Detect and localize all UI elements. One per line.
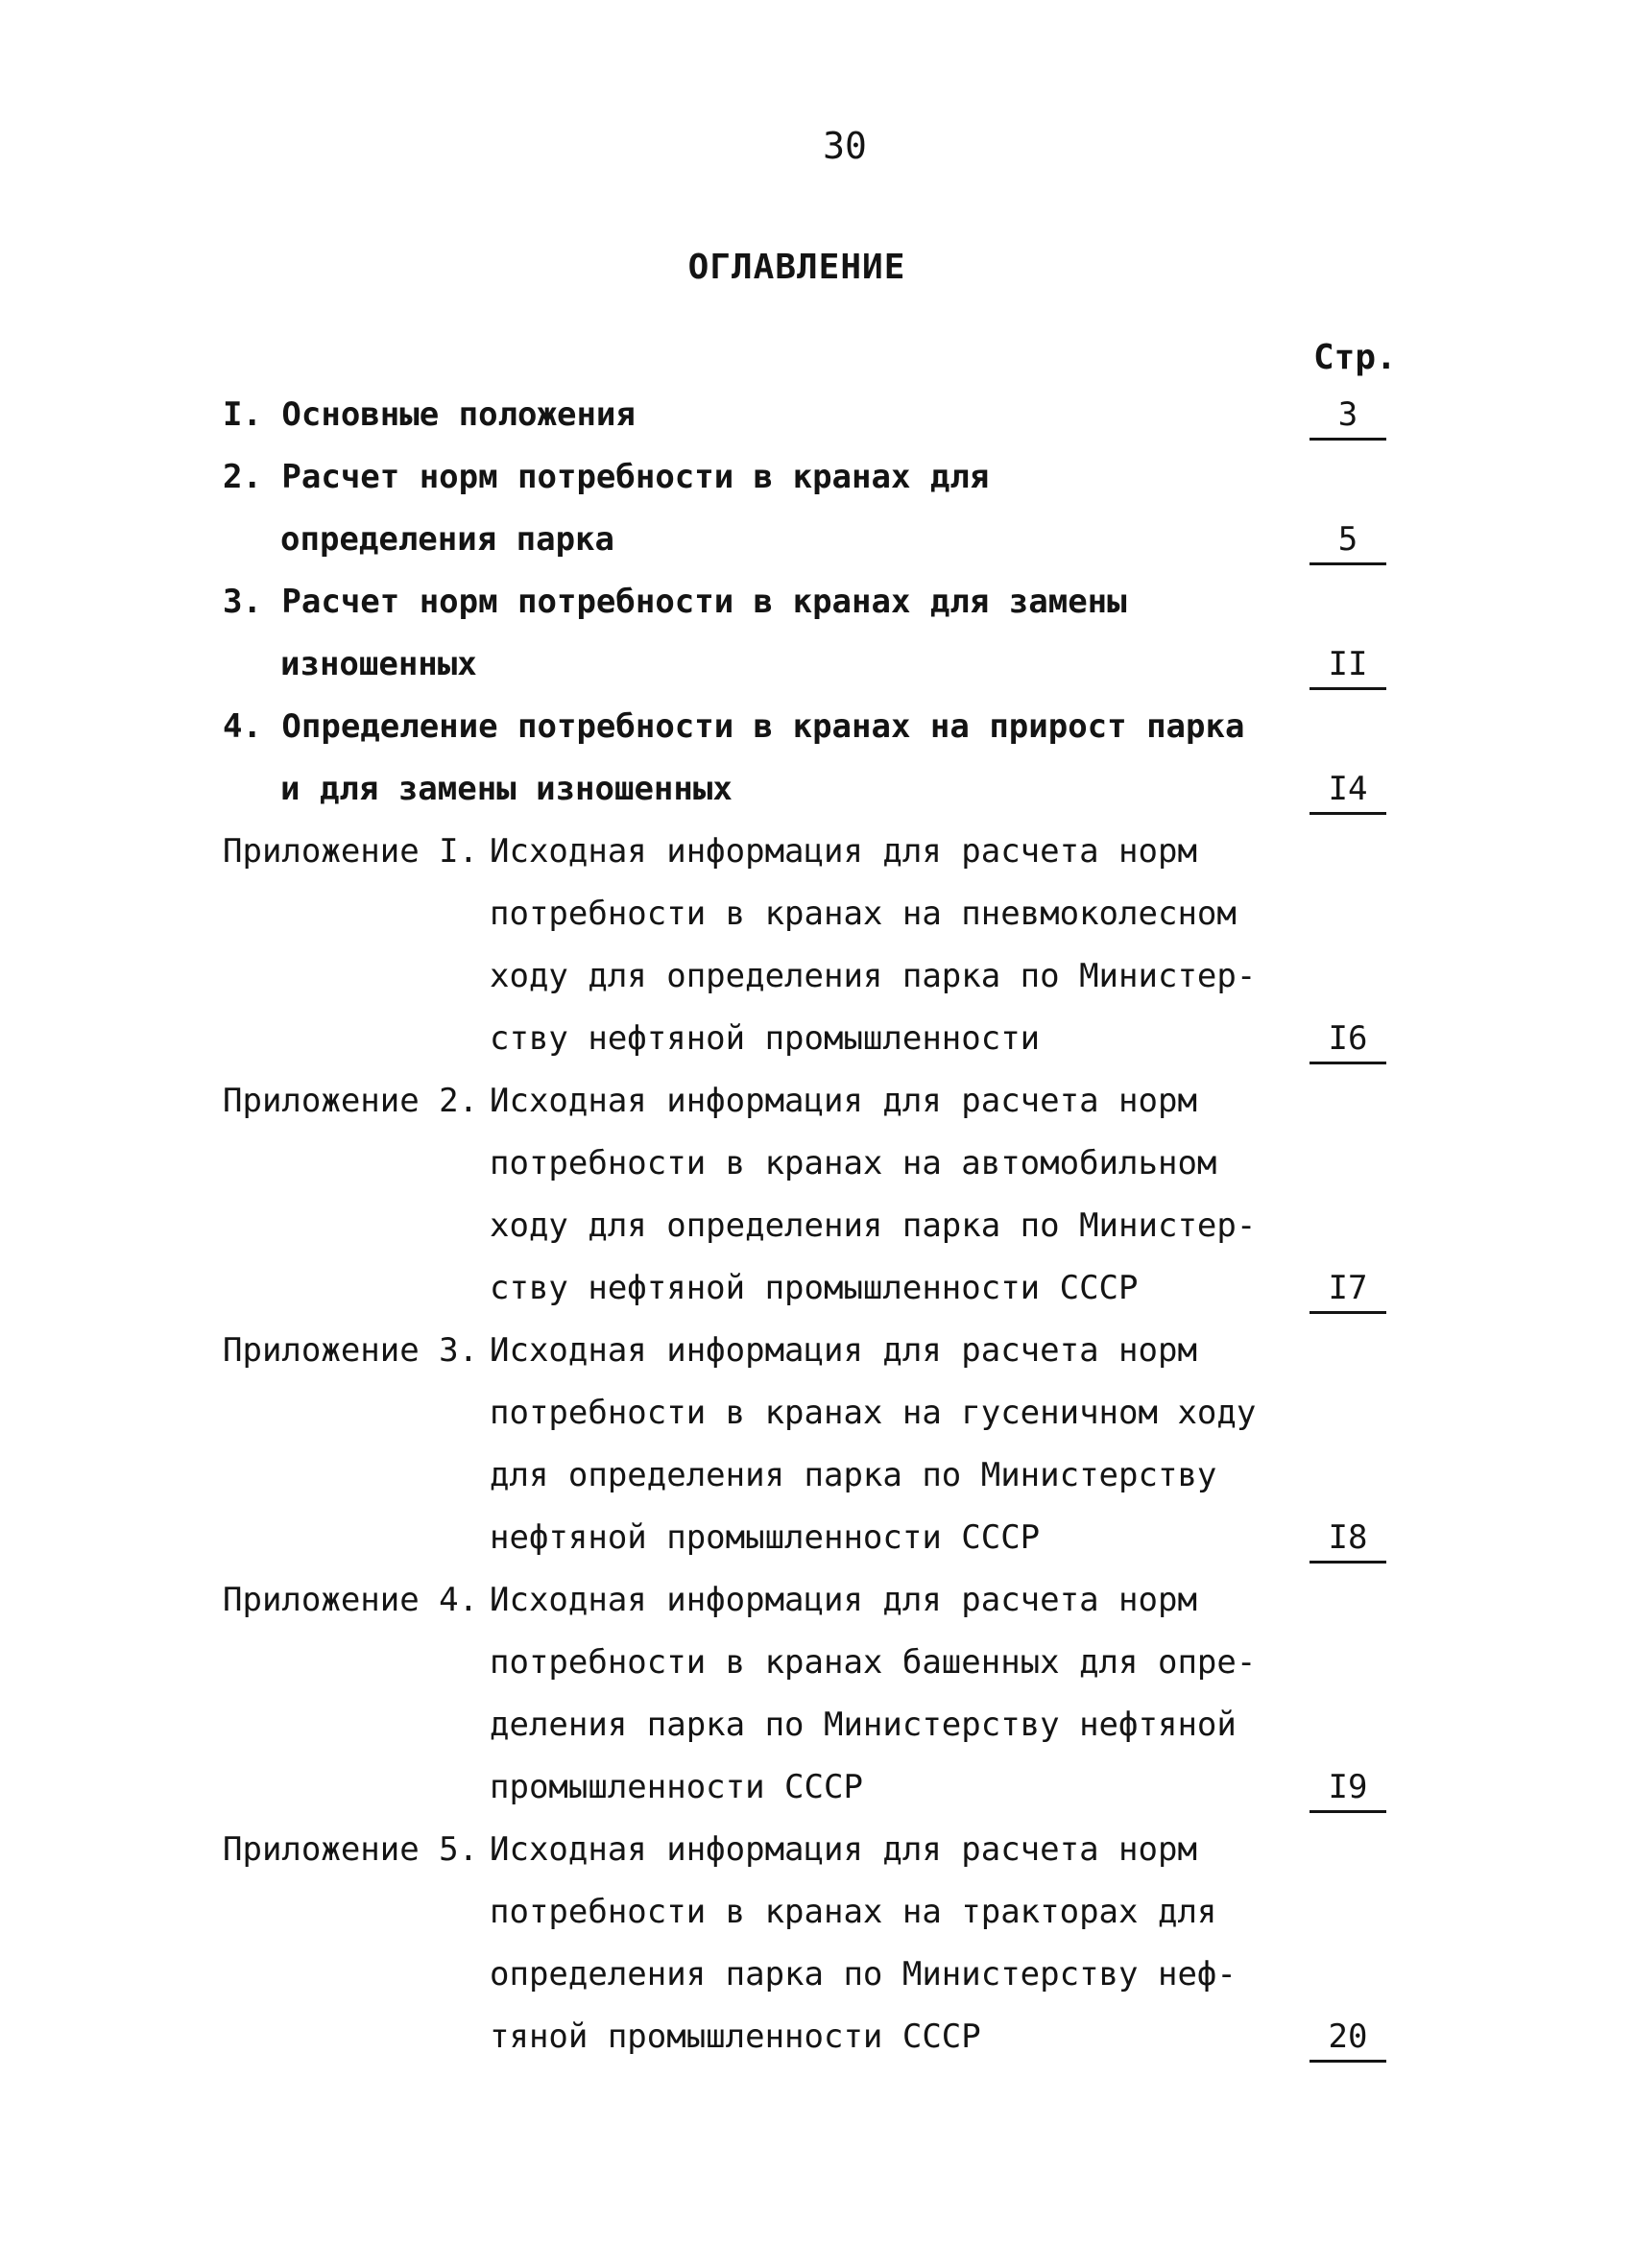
appendix-text: потребности в кранах на тракторах для bbox=[490, 1893, 1217, 1931]
toc-entry-text: 3. Расчет норм потребности в кранах для замены bbox=[223, 583, 1127, 621]
appendix-continuation bbox=[223, 1267, 1404, 1329]
appendix-text: для определения парка по Министерству bbox=[490, 1456, 1217, 1494]
appendix-text: деления парка по Министерству нефтяной bbox=[490, 1706, 1237, 1744]
appendix-text: определения парка по Министерству неф- bbox=[490, 1955, 1237, 1993]
toc-page-number: I7 bbox=[1310, 1267, 1386, 1314]
toc-entry-text: I. Основные положения bbox=[223, 395, 636, 434]
appendix-text: ству нефтяной промышленности bbox=[490, 1019, 1041, 1058]
appendix-label: Приложение 5. bbox=[223, 1830, 479, 1869]
appendix-entry bbox=[223, 830, 1404, 893]
appendix-entry bbox=[223, 1329, 1404, 1392]
appendix-continuation bbox=[223, 893, 1404, 955]
appendix-text: ству нефтяной промышленности СССР bbox=[490, 1269, 1139, 1307]
toc-entry-text: 4. Определение потребности в кранах на прирост парка bbox=[223, 707, 1245, 746]
page-column-header: Стр. bbox=[1313, 338, 1397, 377]
appendix-text: Исходная информация для расчета норм bbox=[490, 1830, 1197, 1869]
appendix-text: Исходная информация для расчета норм bbox=[490, 1082, 1197, 1120]
appendix-text: потребности в кранах башенных для опре- bbox=[490, 1643, 1257, 1682]
toc-page-number: 20 bbox=[1310, 2016, 1386, 2063]
toc-entry bbox=[223, 394, 1404, 456]
toc-page-number: I8 bbox=[1310, 1516, 1386, 1564]
appendix-continuation bbox=[223, 1641, 1404, 1704]
appendix-label: Приложение 4. bbox=[223, 1581, 479, 1619]
appendix-continuation bbox=[223, 1704, 1404, 1766]
toc-page-number: II bbox=[1310, 643, 1386, 690]
toc-page-number: I9 bbox=[1310, 1766, 1386, 1813]
appendix-text: нефтяной промышленности СССР bbox=[490, 1518, 1041, 1557]
appendix-text: ходу для определения парка по Министер- bbox=[490, 957, 1257, 995]
appendix-entry bbox=[223, 1579, 1404, 1641]
table-of-contents bbox=[223, 394, 1404, 2078]
appendix-continuation bbox=[223, 1953, 1404, 2016]
appendix-entry bbox=[223, 1828, 1404, 1891]
appendix-label: Приложение 2. bbox=[223, 1082, 479, 1120]
appendix-continuation bbox=[223, 2016, 1404, 2078]
toc-page-number: 5 bbox=[1310, 518, 1386, 565]
toc-entry-continuation bbox=[223, 643, 1404, 705]
appendix-continuation bbox=[223, 955, 1404, 1017]
appendix-text: потребности в кранах на пневмоколесном bbox=[490, 895, 1237, 933]
appendix-text: тяной промышленности СССР bbox=[490, 2017, 981, 2056]
toc-entry-continuation bbox=[223, 768, 1404, 830]
appendix-text: потребности в кранах на автомобильном bbox=[490, 1144, 1217, 1182]
appendix-text: Исходная информация для расчета норм bbox=[490, 1581, 1197, 1619]
toc-entry-continuation bbox=[223, 518, 1404, 581]
appendix-continuation bbox=[223, 1766, 1404, 1828]
toc-entry-text: 2. Расчет норм потребности в кранах для bbox=[223, 458, 990, 496]
appendix-continuation bbox=[223, 1392, 1404, 1454]
appendix-text: потребности в кранах на гусеничном ходу bbox=[490, 1394, 1257, 1432]
appendix-text: промышленности СССР bbox=[490, 1768, 863, 1806]
appendix-continuation bbox=[223, 1205, 1404, 1267]
appendix-continuation bbox=[223, 1516, 1404, 1579]
appendix-continuation bbox=[223, 1454, 1404, 1516]
toc-entry-text: и для замены изношенных bbox=[280, 770, 733, 808]
appendix-continuation bbox=[223, 1017, 1404, 1080]
appendix-continuation bbox=[223, 1142, 1404, 1205]
page-title: ОГЛАВЛЕНИЕ bbox=[687, 248, 906, 287]
toc-entry-text: определения парка bbox=[280, 520, 614, 559]
toc-entry bbox=[223, 581, 1404, 643]
toc-entry-text: изношенных bbox=[280, 645, 477, 683]
appendix-text: ходу для определения парка по Министер- bbox=[490, 1206, 1257, 1245]
toc-page-number: 3 bbox=[1310, 394, 1386, 441]
appendix-text: Исходная информация для расчета норм bbox=[490, 832, 1197, 871]
toc-entry bbox=[223, 705, 1404, 768]
appendix-entry bbox=[223, 1080, 1404, 1142]
appendix-label: Приложение I. bbox=[223, 832, 479, 871]
toc-page-number: I6 bbox=[1310, 1017, 1386, 1064]
toc-page-number: I4 bbox=[1310, 768, 1386, 815]
appendix-continuation bbox=[223, 1891, 1404, 1953]
page-number: 30 bbox=[823, 125, 867, 167]
appendix-text: Исходная информация для расчета норм bbox=[490, 1331, 1197, 1370]
appendix-label: Приложение 3. bbox=[223, 1331, 479, 1370]
toc-entry bbox=[223, 456, 1404, 518]
